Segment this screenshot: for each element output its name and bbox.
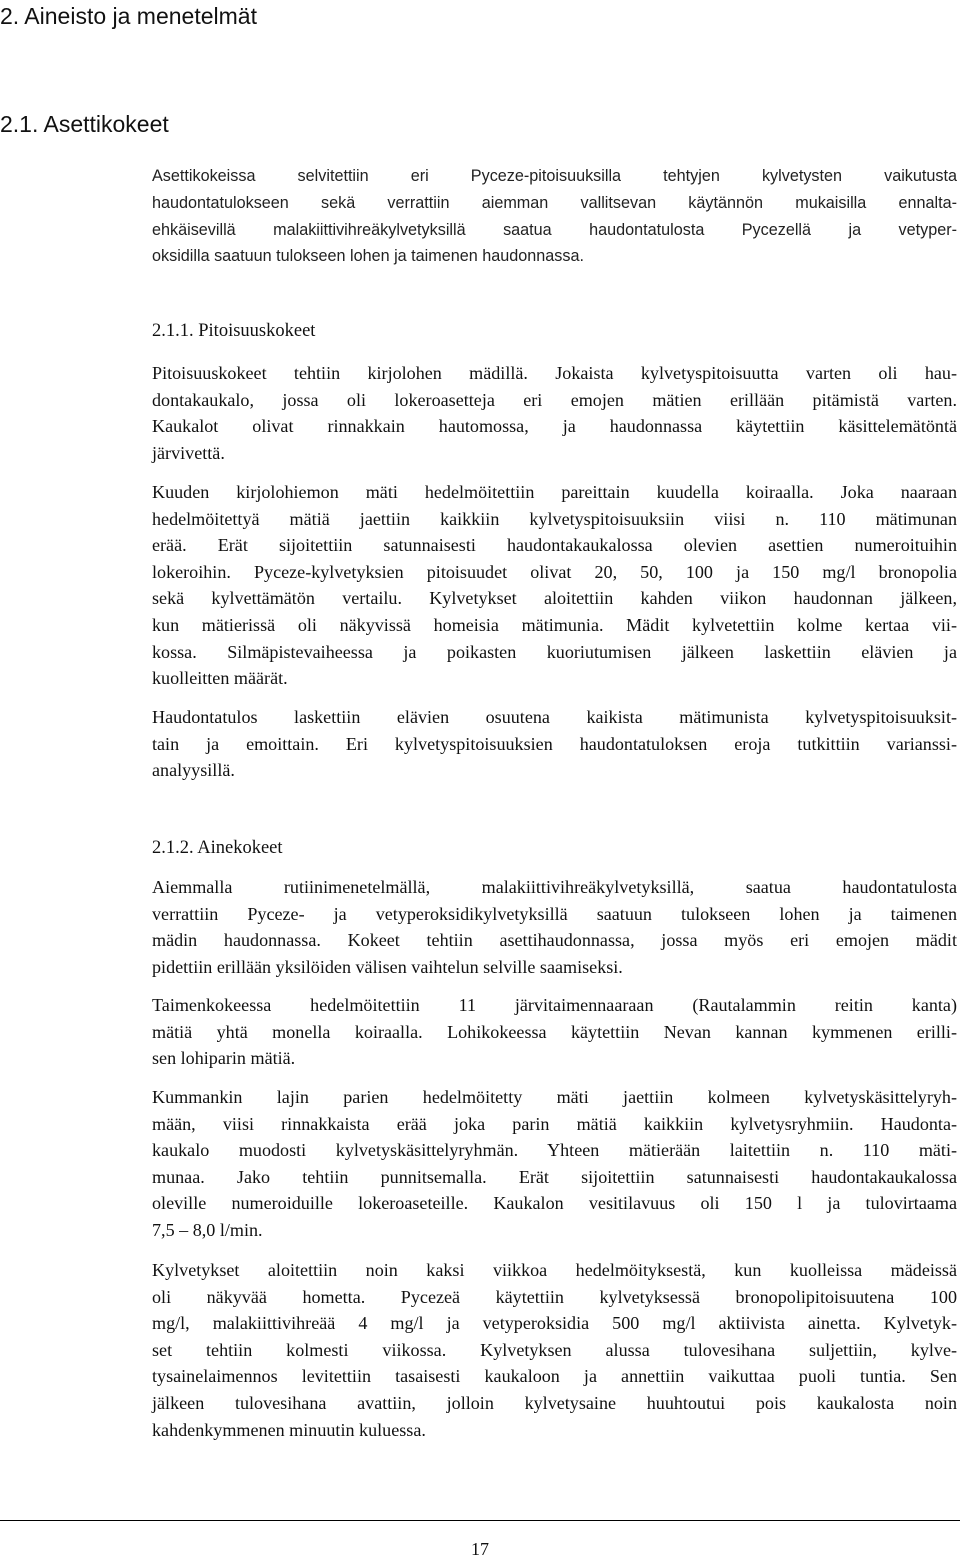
text-line: analyysillä. bbox=[152, 760, 235, 781]
text-line: pidettiin erillään yksilöiden välisen vaihtelun selville saamiseksi. bbox=[152, 956, 623, 977]
text-line: tain ja emoittain. Eri kylvetyspitoisuuksien haudontatuloksen eroja tutkittiin varianssi- bbox=[152, 733, 957, 754]
text-line: ehkäisevillä malakiittivihreäkylvetyksillä saatua haudontatulosta Pycezellä ja vetyper- bbox=[152, 220, 957, 239]
text-line: kossa. Silmäpistevaiheessa ja poikasten kuoriutumisen jälkeen laskettiin elävien ja bbox=[152, 641, 957, 662]
paragraph bbox=[152, 479, 957, 692]
text-line: sekä kylvettämätön vertailu. Kylvetykset aloitettiin kahden viikon haudonnan jälkeen, bbox=[152, 588, 957, 609]
text-line: Aiemmalla rutiinimenetelmällä, malakiittivihreäkylvetyksillä, saatua haudontatulosta bbox=[152, 877, 957, 897]
text-line: kaukalo muodosti kylvetyskäsittelyryhmän. Yhteen mätierään laitettiin n. 110 mäti- bbox=[152, 1140, 957, 1161]
text-line: oksidilla saatuun tulokseen lohen ja taimenen haudonnassa. bbox=[152, 247, 584, 266]
paragraph bbox=[152, 1084, 957, 1244]
text-line: munaa. Jako tehtiin punnitsemalla. Erät sijoitettiin satunnaisesti haudontakaukalossa bbox=[152, 1166, 957, 1187]
text-line: Pitoisuuskokeet tehtiin kirjolohen mädillä. Jokaista kylvetyspitoisuutta varten oli hau- bbox=[152, 363, 957, 383]
text-line: Kylvetykset aloitettiin noin kaksi viikkoa hedelmöityksestä, kun kuolleissa mädeissä bbox=[152, 1260, 957, 1280]
footer-divider bbox=[0, 1520, 960, 1521]
text-line: sen lohiparin mätiä. bbox=[152, 1048, 296, 1069]
text-line: jälkeen tulovesihana avattiin, jolloin kylvetysaine huuhtoutui pois kaukalosta noin bbox=[152, 1392, 957, 1413]
text-line: oli näkyvää hometta. Pycezeä käytettiin kylvetyksessä bronopolipitoisuutena 100 bbox=[152, 1286, 957, 1307]
intro-paragraph bbox=[152, 163, 957, 270]
text-line: kun mätierissä oli näkyvissä homeisia mätimunia. Mädit kylvetettiin kolme kertaa vii- bbox=[152, 614, 957, 635]
text-line: mään, viisi rinnakkaista erää joka parin mätiä kaikkiin kylvetysryhmiin. Haudonta- bbox=[152, 1113, 957, 1134]
text-line: Asettikokeissa selvitettiin eri Pyceze-pitoisuuksilla tehtyjen kylvetysten vaikutusta bbox=[152, 167, 957, 185]
text-line: järvivettä. bbox=[152, 442, 225, 463]
text-line: Kaukalot olivat rinnakkain hautomossa, ja haudonnassa käytettiin käsittelemätöntä bbox=[152, 416, 957, 437]
paragraph bbox=[152, 360, 957, 466]
text-line: erää. Erät sijoitettiin satunnaisesti haudontakaukalossa olevien asettien numeroituihin bbox=[152, 535, 957, 556]
text-line: Taimenkokeessa hedelmöitettiin 11 järvitaimennaaraan (Rautalammin reitin kanta) bbox=[152, 995, 957, 1015]
text-line: mätiä yhtä monella koiraalla. Lohikokeessa käytettiin Nevan kannan kymmenen erilli- bbox=[152, 1021, 957, 1042]
text-line: haudontatulokseen sekä verrattiin aiemman vallitsevan käytännön mukaisilla ennalta- bbox=[152, 193, 957, 212]
text-line: oleville numeroiduille lokeroaseteille. Kaukalon vesitilavuus oli 150 l ja tulovirtaama bbox=[152, 1193, 957, 1214]
text-line: 7,5 – 8,0 l/min. bbox=[152, 1219, 263, 1240]
paragraph bbox=[152, 1257, 957, 1443]
text-line: kahdenkymmenen minuutin kuluessa. bbox=[152, 1419, 426, 1440]
subsection-title-ainekokeet: 2.1.2. Ainekokeet bbox=[152, 838, 283, 858]
chapter-title: 2. Aineisto ja menetelmät bbox=[0, 3, 257, 29]
paragraph bbox=[152, 704, 957, 784]
text-line: mg/l, malakiittivihreää 4 mg/l ja vetyperoksidia 500 mg/l aktiivista ainetta. Kylvetyk- bbox=[152, 1313, 957, 1334]
text-line: verrattiin Pyceze- ja vetyperoksidikylvetyksillä saatuun tulokseen lohen ja taimenen bbox=[152, 903, 957, 924]
text-line: dontakaukalo, jossa oli lokeroasetteja eri emojen mätien erillään pitämistä varten. bbox=[152, 389, 957, 410]
text-line: mädin haudonnassa. Kokeet tehtiin asettihaudonnassa, jossa myös eri emojen mädit bbox=[152, 930, 957, 951]
paragraph bbox=[152, 874, 957, 980]
text-line: lokeroihin. Pyceze-kylvetyksien pitoisuudet olivat 20, 50, 100 ja 150 mg/l bronopolia bbox=[152, 561, 957, 582]
text-line: set tehtiin kolmesti viikossa. Kylvetyksen alussa tulovesihana suljettiin, kylve- bbox=[152, 1339, 957, 1360]
text-line: Kummankin lajin parien hedelmöitetty mäti jaettiin kolmeen kylvetyskäsittelyryh- bbox=[152, 1087, 957, 1107]
text-line: kuolleitten määrät. bbox=[152, 668, 288, 689]
text-line: Kuuden kirjolohiemon mäti hedelmöitettiin pareittain kuudella koiraalla. Joka naaraan bbox=[152, 482, 957, 502]
paragraph bbox=[152, 992, 957, 1072]
text-line: tysainelaimennos levitettiin tasaisesti kaukaloon ja annettiin vaikuttaa puoli tuntia. Sen bbox=[152, 1366, 957, 1387]
text-line: hedelmöitettyä mätiä jaettiin kaikkiin kylvetyspitoisuuksiin viisi n. 110 mätimunan bbox=[152, 508, 957, 529]
section-title: 2.1. Asettikokeet bbox=[0, 111, 169, 137]
page-number: 17 bbox=[471, 1539, 489, 1559]
subsection-title-pitoisuuskokeet: 2.1.1. Pitoisuuskokeet bbox=[152, 321, 316, 341]
text-line: Haudontatulos laskettiin elävien osuutena kaikista mätimunista kylvetyspitoisuuksit- bbox=[152, 707, 957, 727]
